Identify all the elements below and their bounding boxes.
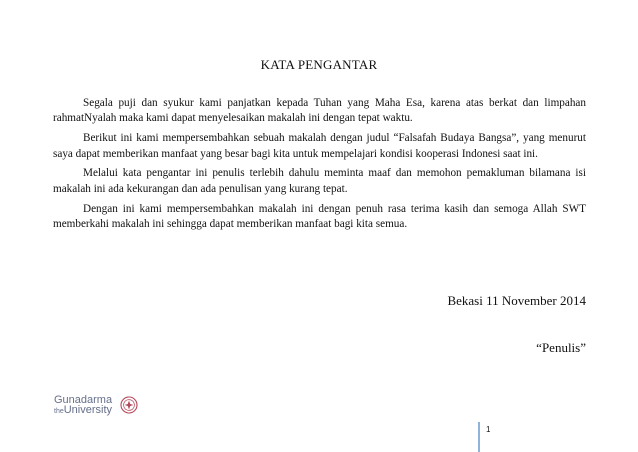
author-signature: “Penulis” <box>536 340 586 355</box>
page-number: 1 <box>486 425 491 434</box>
university-logo <box>54 395 144 421</box>
university-seal-icon <box>120 396 138 414</box>
paragraph-3: Melalui kata pengantar ini penulis terlebih dahulu meminta maaf dan memohon pemakluman bilamana isi makalah ini ada kekurangan dan ada penulisan yang kurang tepat. <box>53 167 586 195</box>
document-body <box>53 96 586 237</box>
paragraph-4: Dengan ini kami mempersembahkan makalah ini dengan penuh rasa terima kasih dan semoga Allah SWT memberkahi makalah ini sehingga dapat memberikan manfaat bagi kita semua. <box>53 202 586 231</box>
paragraph-2: Berikut ini kami mempersembahkan sebuah makalah dengan judul “Falsafah Budaya Bangsa”, yang menurut saya dapat memberikan manfaat yang besar bagi kita untuk mempelajari kondisi kooperasi Indonesi saat ini. <box>53 132 586 160</box>
place-date: Bekasi 11 November 2014 <box>447 293 586 308</box>
logo-line-2-prefix: the <box>54 408 64 415</box>
logo-text <box>54 395 112 417</box>
page-number-rule <box>478 422 480 452</box>
document-title: KATA PENGANTAR <box>260 57 378 72</box>
logo-line-1: Gunadarma <box>54 394 113 406</box>
logo-line-2: University <box>63 404 113 416</box>
paragraph-1: Segala puji dan syukur kami panjatkan kepada Tuhan yang Maha Esa, karena atas berkat dan limpahan rahmatNyalah maka kami dapat menyelesaikan makalah ini dengan tepat waktu. <box>53 97 586 125</box>
